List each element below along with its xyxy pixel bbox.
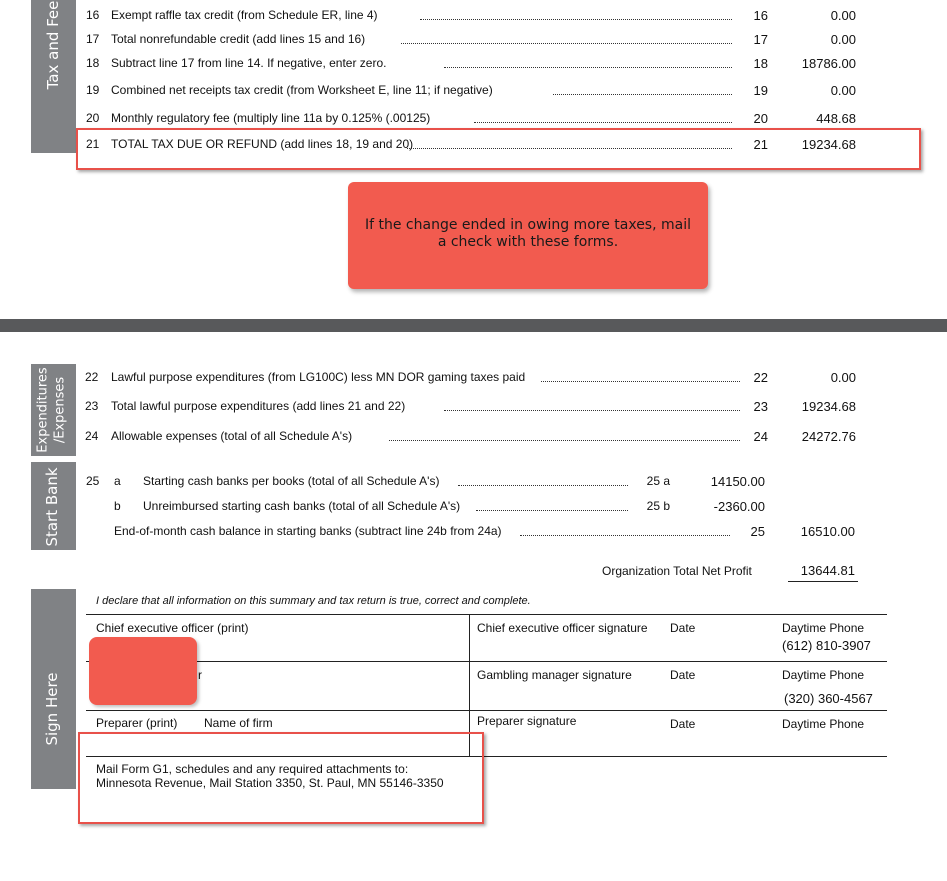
- line-amount: 0.00: [830, 370, 856, 385]
- sign-divider-2: [469, 661, 470, 710]
- sign-line-3: [86, 710, 887, 711]
- line-dots: [420, 19, 732, 20]
- line-text: TOTAL TAX DUE OR REFUND (add lines 18, 19 and 20): [111, 137, 414, 151]
- line-25b-ref: 25 b: [646, 499, 670, 513]
- expenditures-label-text: Expenditures /Expenses: [35, 367, 68, 453]
- line-text: Allowable expenses (total of all Schedule A's): [111, 429, 353, 443]
- gm-date-label: Date: [670, 668, 696, 682]
- line-number: 18: [86, 56, 100, 70]
- preparer-phone-label: Daytime Phone: [782, 717, 865, 731]
- line-ref: 23: [753, 399, 768, 414]
- line-dots: [444, 410, 740, 411]
- line-ref: 20: [753, 111, 768, 126]
- line-25b-text: Unreimbursed starting cash banks (total of all Schedule A's): [143, 499, 461, 513]
- ceo-phone-label: Daytime Phone: [782, 621, 865, 635]
- line-dots: [444, 67, 732, 68]
- gm-print-partial: r: [198, 668, 202, 682]
- line-dots: [401, 43, 732, 44]
- line-25b-amount: -2360.00: [713, 499, 765, 514]
- line-25a-amount: 14150.00: [710, 474, 765, 489]
- line-text: Subtract line 17 from line 14. If negative, enter zero.: [111, 56, 387, 70]
- mail-line-2: Minnesota Revenue, Mail Station 3350, St. Paul, MN 55146-3350: [96, 776, 444, 790]
- line-amount: 448.68: [816, 111, 856, 126]
- callout-text: If the change ended in owing more taxes, mail a check with these forms.: [365, 217, 691, 250]
- total-tax-highlight: [76, 128, 921, 170]
- line-25-number: 25: [86, 474, 100, 488]
- line-dots: [553, 94, 732, 95]
- line-amount: 24272.76: [801, 429, 856, 444]
- net-profit-underline: [788, 581, 858, 582]
- line-number: 16: [86, 8, 100, 22]
- line-25c-amount: 16510.00: [800, 524, 855, 539]
- line-25c-dots: [520, 535, 730, 536]
- firm-name-label: Name of firm: [204, 716, 273, 730]
- sign-top-line: [86, 614, 887, 615]
- line-amount: 0.00: [830, 83, 856, 98]
- line-ref: 19: [753, 83, 768, 98]
- ceo-phone-value: (612) 810-3907: [782, 638, 871, 653]
- line-ref: 16: [753, 8, 768, 23]
- net-profit-amount: 13644.81: [800, 563, 855, 578]
- line-dots: [541, 381, 740, 382]
- ceo-print-label: Chief executive officer (print): [96, 621, 249, 635]
- line-amount: 19234.68: [801, 137, 856, 152]
- line-dots: [474, 122, 732, 123]
- ceo-signature-label: Chief executive officer signature: [477, 621, 648, 635]
- line-ref: 22: [753, 370, 768, 385]
- line-number: 20: [86, 111, 100, 125]
- mail-highlight: [78, 732, 484, 824]
- sign-here-label: Sign Here: [43, 672, 61, 746]
- line-amount: 0.00: [830, 8, 856, 23]
- gm-phone-label: Daytime Phone: [782, 668, 865, 682]
- line-ref: 24: [753, 429, 768, 444]
- line-25a-label: a: [114, 474, 121, 488]
- line-number: 24: [85, 429, 99, 443]
- line-25c-text: End-of-month cash balance in starting banks (subtract line 24b from 24a): [114, 524, 502, 538]
- sign-divider-1: [469, 614, 470, 663]
- line-25a-ref: 25 a: [646, 474, 670, 488]
- line-text: Total lawful purpose expenditures (add lines 21 and 22): [111, 399, 406, 413]
- net-profit-label: Organization Total Net Profit: [602, 564, 752, 578]
- line-number: 22: [85, 370, 99, 384]
- line-amount: 0.00: [830, 32, 856, 47]
- line-text: Total nonrefundable credit (add lines 15 and 16): [111, 32, 366, 46]
- line-text: Combined net receipts tax credit (from Worksheet E, line 11; if negative): [111, 83, 493, 97]
- line-number: 19: [86, 83, 100, 97]
- line-text: Lawful purpose expenditures (from LG100C) less MN DOR gaming taxes paid: [111, 370, 526, 384]
- line-number: 23: [85, 399, 99, 413]
- declaration-text: I declare that all information on this summary and tax return is true, correct and complete.: [96, 595, 531, 607]
- gm-signature-label: Gambling manager signature: [477, 668, 632, 682]
- line-text: Monthly regulatory fee (multiply line 11a by 0.125% (.00125): [111, 111, 431, 125]
- line-25c-ref: 25: [750, 524, 765, 539]
- preparer-date-label: Date: [670, 717, 696, 731]
- gm-phone-value: (320) 360-4567: [784, 691, 873, 706]
- redaction-block: [89, 637, 197, 705]
- line-ref: 21: [753, 137, 768, 152]
- callout-owe-taxes: [348, 182, 708, 289]
- line-number: 17: [86, 32, 100, 46]
- line-ref: 17: [753, 32, 768, 47]
- mail-line-1: Mail Form G1, schedules and any required attachments to:: [96, 762, 409, 776]
- line-25a-dots: [458, 485, 628, 486]
- line-25a-text: Starting cash banks per books (total of all Schedule A's): [143, 474, 440, 488]
- line-25b-label: b: [114, 499, 121, 513]
- preparer-signature-label: Preparer signature: [477, 714, 577, 728]
- line-dots: [389, 440, 740, 441]
- line-amount: 18786.00: [801, 56, 856, 71]
- line-amount: 19234.68: [801, 399, 856, 414]
- tax-fee-label: Tax and Fee: [44, 0, 62, 90]
- section-divider: [0, 319, 947, 332]
- sign-line-2: [86, 661, 887, 662]
- line-text: Exempt raffle tax credit (from Schedule ER, line 4): [111, 8, 378, 22]
- line-25b-dots: [476, 510, 628, 511]
- preparer-print-label: Preparer (print): [96, 716, 178, 730]
- line-number: 21: [86, 137, 100, 151]
- ceo-date-label: Date: [670, 621, 696, 635]
- expenditures-label: [35, 358, 71, 463]
- line-ref: 18: [753, 56, 768, 71]
- start-bank-label: Start Bank: [43, 467, 61, 547]
